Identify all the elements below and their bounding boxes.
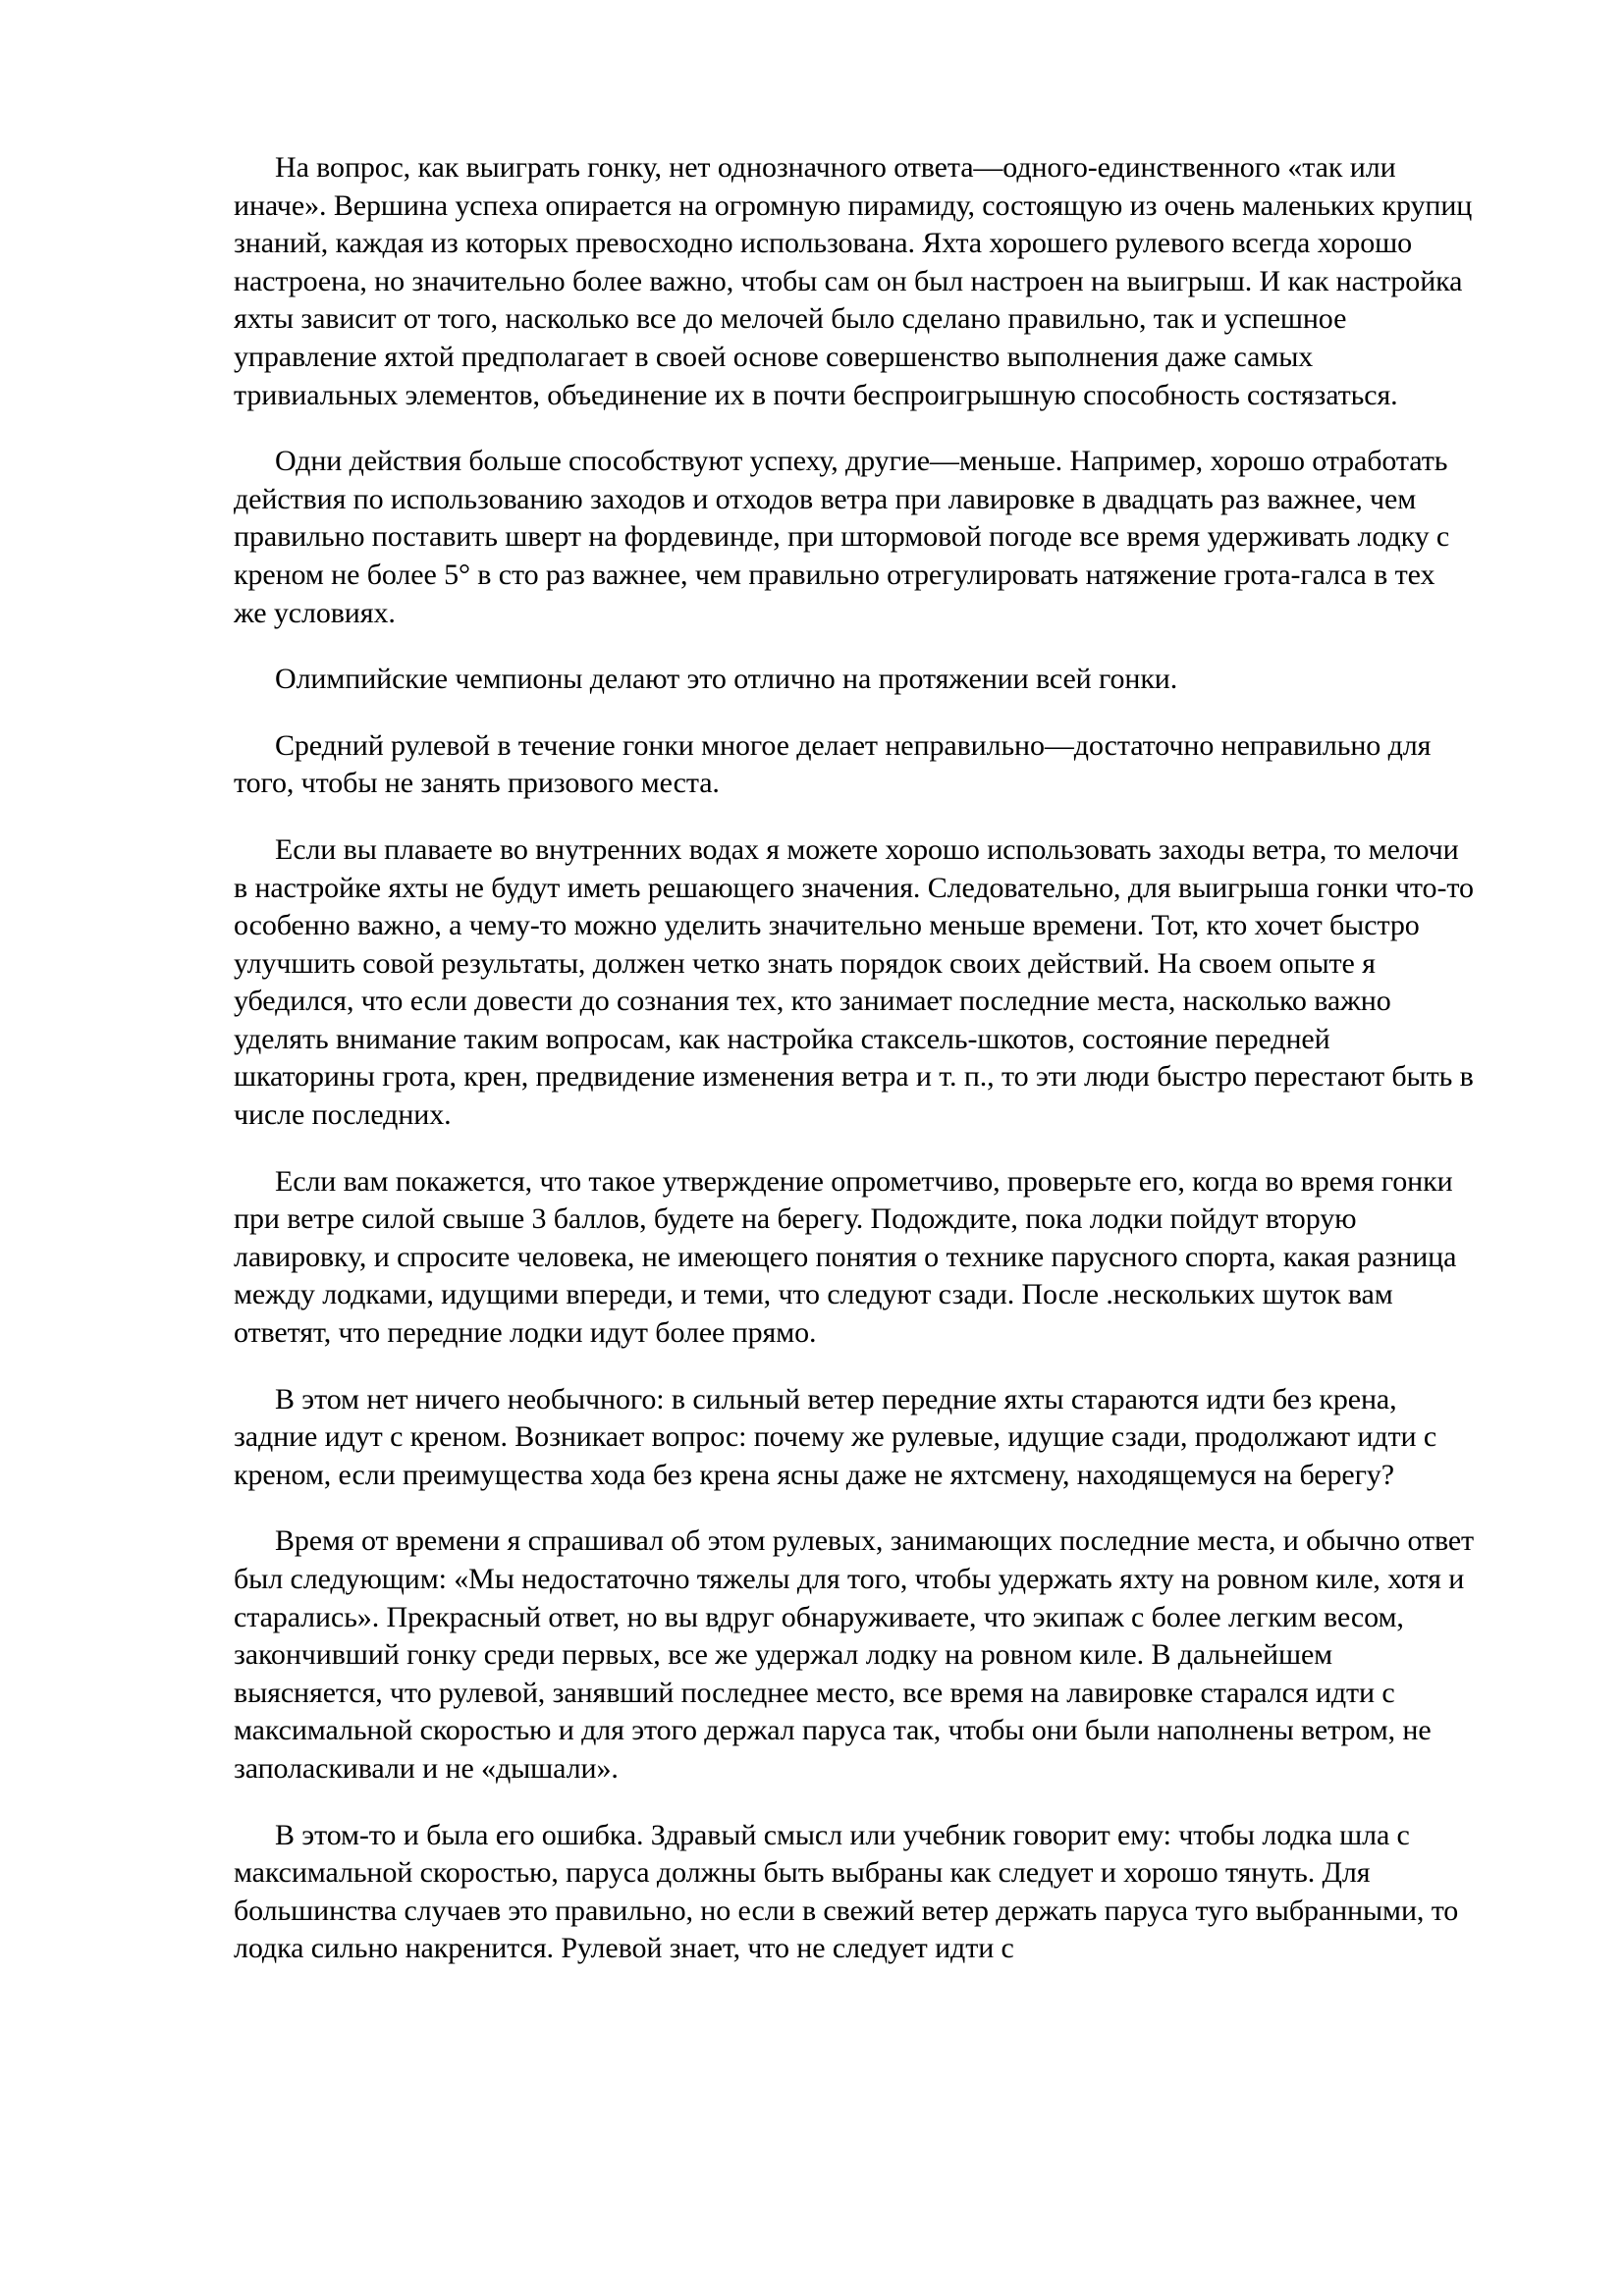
paragraph: Время от времени я спрашивал об этом рулевых, занимающих последние места, и обычно ответ был следующим: «Мы недостаточно тяжелы для того, чтобы удержать яхту на ровном киле, хотя и старались». Прекрасный ответ, но вы вдруг обнаруживаете, что экипаж с более легким весом, закончивший гонку среди первых, все же удержал лодку на ровном киле. В дальнейшем выясняется, что рулевой, занявший последнее место, все время на лавировке старался идти с максимальной скоростью и для этого держал паруса так, чтобы они были наполнены ветром, не заполаскивали и не «дышали». xyxy=(234,1524,1475,1785)
paragraph: Одни действия больше способствуют успеху, другие—меньше. Например, хорошо отработать действия по использованию заходов и отходов ветра при лавировке в двадцать раз важнее, чем правильно поставить шверт на фордевинде, при штормовой погоде все время удерживать лодку с креном не более 5° в сто раз важнее, чем правильно отрегулировать натяжение грота-галса в тех же условиях. xyxy=(234,445,1450,629)
paragraph: Если вам покажется, что такое утверждение опрометчиво, проверьте его, когда во время гонки при ветре силой свыше 3 баллов, будете на берегу. Подождите, пока лодки пойдут вторую лавировку, и спросите человека, не имеющего понятия о технике парусного спорта, какая разница между лодками, идущими впереди, и теми, что следуют сзади. После .нескольких шуток вам ответят, что передние лодки идут более прямо. xyxy=(234,1164,1457,1350)
paragraph: В этом нет ничего необычного: в сильный ветер передние яхты стараются идти без крена, задние идут с креном. Возникает вопрос: почему же рулевые, идущие сзади, продолжают идти с креном, если преимущества хода без крена ясны даже не яхтсмену, находящемуся на берегу? xyxy=(234,1382,1437,1491)
document-text-block xyxy=(234,149,1475,1997)
paragraph: Средний рулевой в течение гонки многое делает неправильно—достаточно неправильно для того, чтобы не занять призового места. xyxy=(234,728,1432,800)
paragraph: В этом-то и была его ошибка. Здравый смысл или учебник говорит ему: чтобы лодка шла с максимальной скоростью, паруса должны быть выбраны как следует и хорошо тянуть. Для большинства случаев это правильно, но если в свежий ветер держать паруса туго выбранными, то лодка сильно накренится. Рулевой знает, что не следует идти с xyxy=(234,1818,1459,1965)
paragraph: Если вы плаваете во внутренних водах я можете хорошо использовать заходы ветра, то мелочи в настройке яхты не будут иметь решающего значения. Следовательно, для выигрыша гонки что-то особенно важно, а чему-то можно уделить значительно меньше времени. Тот, кто хочет быстро улучшить совой результаты, должен четко знать порядок своих действий. На своем опыте я убедился, что если довести до сознания тех, кто занимает последние места, насколько важно уделять внимание таким вопросам, как настройка стаксель-шкотов, состояние передней шкаторины грота, крен, предвидение изменения ветра и т. п., то эти люди быстро перестают быть в числе последних. xyxy=(234,832,1474,1132)
paragraph: На вопрос, как выиграть гонку, нет однозначного ответа—одного-единственного «так или иначе». Вершина успеха опирается на огромную пирамиду, состоящую из очень маленьких крупиц знаний, каждая из которых превосходно использована. Яхта хорошего рулевого всегда хорошо настроена, но значительно более важно, чтобы сам он был настроен на выигрыш. И как настройка яхты зависит от того, насколько все до мелочей было сделано правильно, так и успешное управление яхтой предполагает в своей основе совершенство выполнения даже самых тривиальных элементов, объединение их в почти беспроигрышную способность состязаться. xyxy=(234,151,1473,411)
paragraph: Олимпийские чемпионы делают это отлично на протяжении всей гонки. xyxy=(275,663,1178,696)
